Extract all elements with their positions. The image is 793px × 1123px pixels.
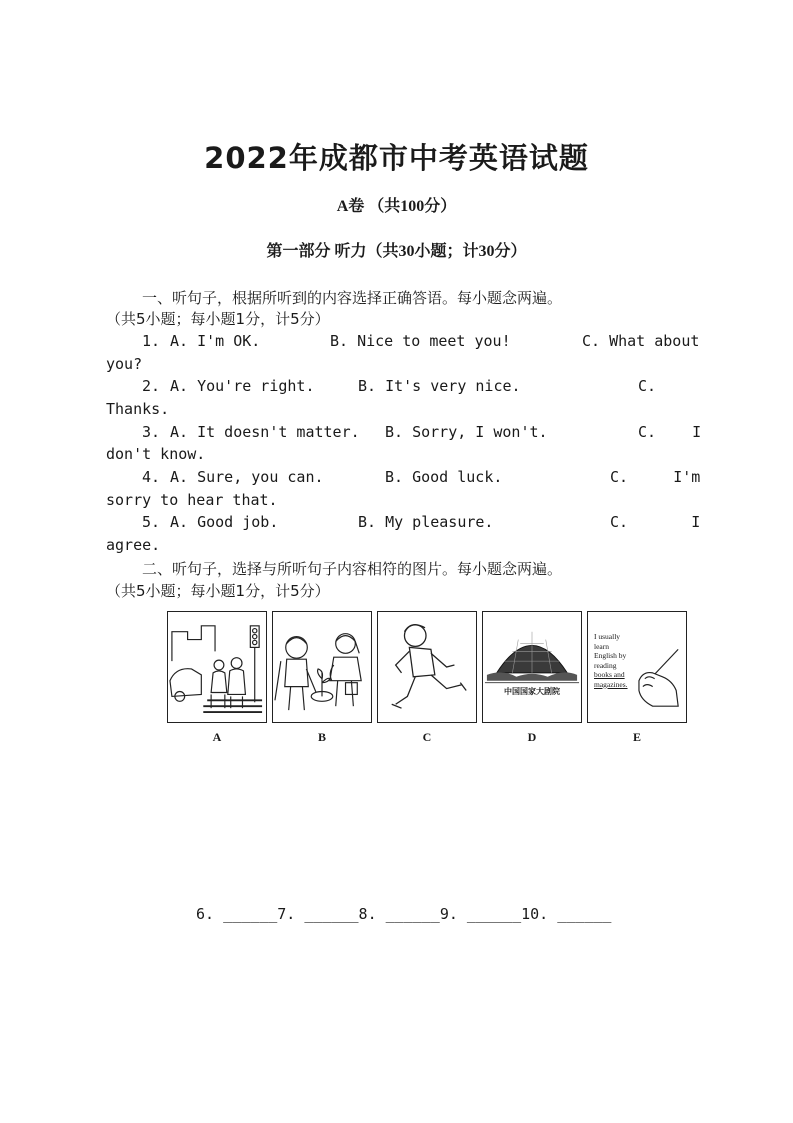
picture-label: B bbox=[317, 730, 326, 744]
page-title: 2022年成都市中考英语试题 bbox=[204, 141, 589, 175]
question-number: 1. bbox=[142, 332, 161, 350]
section2-scoring: （共5小题；每小题1分，计5分） bbox=[106, 582, 330, 600]
picture-a bbox=[167, 611, 267, 723]
option-c-continued: agree. bbox=[106, 536, 161, 554]
question-number: 4. bbox=[142, 468, 161, 486]
section1-instruction: 一、听句子，根据所听到的内容选择正确答语。每小题念两遍。 bbox=[142, 289, 563, 307]
theatre-caption: 中国国家大剧院 bbox=[504, 686, 560, 696]
picture-label: C bbox=[422, 730, 432, 744]
option-b: B. It's very nice. bbox=[358, 377, 521, 395]
paper-subtitle: A卷 （共100分） bbox=[336, 198, 457, 215]
picture-label: D bbox=[527, 730, 537, 744]
planting-tree-icon bbox=[273, 612, 371, 722]
question-number: 5. bbox=[142, 513, 161, 531]
section2-instruction: 二、听句子，选择与所听句子内容相符的图片。每小题念两遍。 bbox=[142, 560, 563, 578]
option-c: C. I bbox=[638, 423, 702, 441]
picture-d bbox=[482, 611, 582, 723]
option-a: A. Sure, you can. bbox=[170, 468, 324, 486]
national-theatre-icon bbox=[483, 612, 581, 722]
part-heading: 第一部分 听力（共30小题；计30分） bbox=[266, 243, 527, 260]
option-c-continued: Thanks. bbox=[106, 400, 170, 418]
option-c-continued: sorry to hear that. bbox=[106, 491, 278, 509]
option-a: A. I'm OK. bbox=[170, 332, 261, 350]
question-number: 2. bbox=[142, 377, 161, 395]
option-b: B. Nice to meet you! bbox=[330, 332, 511, 350]
picture-label: A bbox=[212, 730, 222, 744]
option-c-continued: don't know. bbox=[106, 445, 206, 463]
option-a: A. Good job. bbox=[170, 513, 279, 531]
option-b: B. Good luck. bbox=[385, 468, 503, 486]
section1-scoring: （共5小题；每小题1分，计5分） bbox=[106, 310, 330, 328]
option-c: C. What about bbox=[582, 332, 700, 350]
answer-blanks: 6. ______7. ______8. ______9. ______10. ______ bbox=[196, 905, 612, 923]
picture-text-line: English by bbox=[594, 651, 627, 660]
option-b: B. Sorry, I won't. bbox=[385, 423, 548, 441]
picture-text-line: magazines. bbox=[594, 679, 628, 689]
picture-label: E bbox=[632, 730, 641, 744]
writing-hand-icon bbox=[588, 612, 686, 722]
question-number: 3. bbox=[142, 423, 161, 441]
crossing-elderly-icon bbox=[168, 612, 266, 722]
option-c: C. I'm bbox=[610, 468, 701, 486]
picture-b bbox=[272, 611, 372, 723]
picture-text-line: learn bbox=[594, 641, 609, 651]
picture-e bbox=[587, 611, 687, 723]
option-c: C. I bbox=[610, 513, 701, 531]
running-boy-icon bbox=[378, 612, 476, 722]
picture-text-line: books and bbox=[594, 670, 625, 679]
option-c: C. bbox=[638, 377, 657, 395]
picture-text-line: reading bbox=[594, 660, 617, 670]
picture-c bbox=[377, 611, 477, 723]
option-c-continued: you? bbox=[106, 355, 143, 373]
option-a: A. It doesn't matter. bbox=[170, 423, 360, 441]
option-b: B. My pleasure. bbox=[358, 513, 494, 531]
picture-text-line: I usually bbox=[594, 632, 621, 641]
option-a: A. You're right. bbox=[170, 377, 315, 395]
